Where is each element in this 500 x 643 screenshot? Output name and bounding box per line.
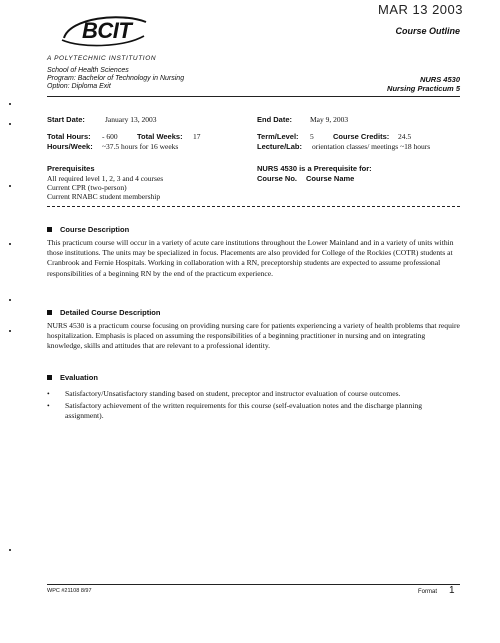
evaluation-item-text: Satisfactory/Unsatisfactory standing based on student, preceptor and instructor evaluation of course outcomes.: [65, 389, 401, 398]
prerequisite-for-label: NURS 4530 is a Prerequisite for:: [257, 164, 372, 173]
format-label: Format: [418, 589, 438, 595]
detailed-description-text: NURS 4530 is a practicum course focusing on providing nursing care for patients experiencing a variety of health problems that require hospitalization. Emphasis is placed on assuming the responsibilities of a beginning practitioner in nursing and on integrating knowledge, skills and attitudes that are relevant to a professional identity.: [47, 321, 460, 351]
bullet-icon: •: [47, 389, 50, 398]
prerequisite-line: Current RNABC student membership: [47, 192, 161, 201]
course-name-header: Course Name: [306, 174, 355, 183]
prerequisite-line: Current CPR (two-person): [47, 183, 127, 192]
info-divider: [47, 206, 460, 207]
hours-week-value: ~37.5 hours for 16 weeks: [102, 142, 179, 151]
lecture-lab-label: Lecture/Lab:: [257, 142, 303, 151]
bullet-icon: •: [47, 401, 50, 410]
margin-mark: [9, 103, 11, 105]
margin-mark: [9, 243, 11, 245]
start-date-value: January 13, 2003: [105, 115, 157, 124]
margin-mark: [9, 330, 11, 332]
received-stamp: MAR 13 2003: [378, 2, 463, 17]
start-date-label: Start Date:: [47, 115, 85, 124]
detailed-description-title: Detailed Course Description: [60, 308, 161, 317]
page-number: 1: [449, 585, 455, 596]
evaluation-item: [47, 389, 461, 399]
bcit-logo: [60, 14, 150, 48]
lecture-lab-value: orientation classes/ meetings ~18 hours: [312, 142, 431, 151]
term-level-label: Term/Level:: [257, 132, 299, 141]
end-date-label: End Date:: [257, 115, 293, 124]
form-code: WPC #21108 8/97: [47, 588, 92, 594]
program-name: Program: Bachelor of Technology in Nursing: [47, 75, 185, 82]
margin-mark: [9, 549, 11, 551]
section-bullet-icon: [47, 310, 52, 315]
section-bullet-icon: [47, 227, 52, 232]
hours-week-label: Hours/Week:: [47, 142, 93, 151]
term-level-value: 5: [310, 132, 314, 141]
margin-mark: [9, 299, 11, 301]
option-name: Option: Diploma Exit: [47, 83, 111, 90]
course-credits-value: 24.5: [398, 132, 412, 141]
prerequisite-line: All required level 1, 2, 3 and 4 courses: [47, 174, 164, 183]
doc-type: Course Outline: [395, 26, 460, 36]
evaluation-item-text: Satisfactory achievement of the written requirements for this course (self-evaluation notes and the discharge planning assignment).: [65, 401, 423, 420]
end-date-value: May 9, 2003: [310, 115, 349, 124]
school-name: School of Health Sciences: [47, 67, 129, 74]
evaluation-heading: [47, 373, 98, 382]
total-weeks-value: 17: [193, 132, 201, 141]
course-title: Nursing Practicum 5: [387, 84, 460, 93]
logo-text: BCIT: [82, 18, 132, 43]
footer-divider: [47, 584, 460, 585]
evaluation-title: Evaluation: [60, 373, 98, 382]
total-hours-value: - 600: [102, 132, 118, 141]
course-description-text: This practicum course will occur in a variety of acute care institutions throughout the Lower Mainland and in a variety of units within those institutions. The units may be specialized in focus. Placements are also provided for College of the Rockies (COTR) students at Cranbrook and Fernie Hospitals. Working in collaboration with a RN, preceptorship students are expected to assume professional responsibilities of a beginning RN by the end of the practicum experience.: [47, 238, 454, 278]
course-description-title: Course Description: [60, 225, 130, 234]
header-divider: [47, 96, 460, 97]
detailed-description-heading: [47, 308, 160, 317]
course-description-heading: [47, 225, 129, 234]
margin-mark: [9, 123, 11, 125]
course-no-header: Course No.: [257, 174, 298, 183]
institution-tag: A POLYTECHNIC INSTITUTION: [47, 55, 157, 62]
total-hours-label: Total Hours:: [47, 132, 91, 141]
course-code: NURS 4530: [419, 75, 460, 84]
total-weeks-label: Total Weeks:: [137, 132, 183, 141]
course-credits-label: Course Credits:: [333, 132, 390, 141]
prerequisites-label: Prerequisites: [47, 164, 95, 173]
margin-mark: [9, 185, 11, 187]
section-bullet-icon: [47, 375, 52, 380]
evaluation-item: [47, 401, 461, 423]
